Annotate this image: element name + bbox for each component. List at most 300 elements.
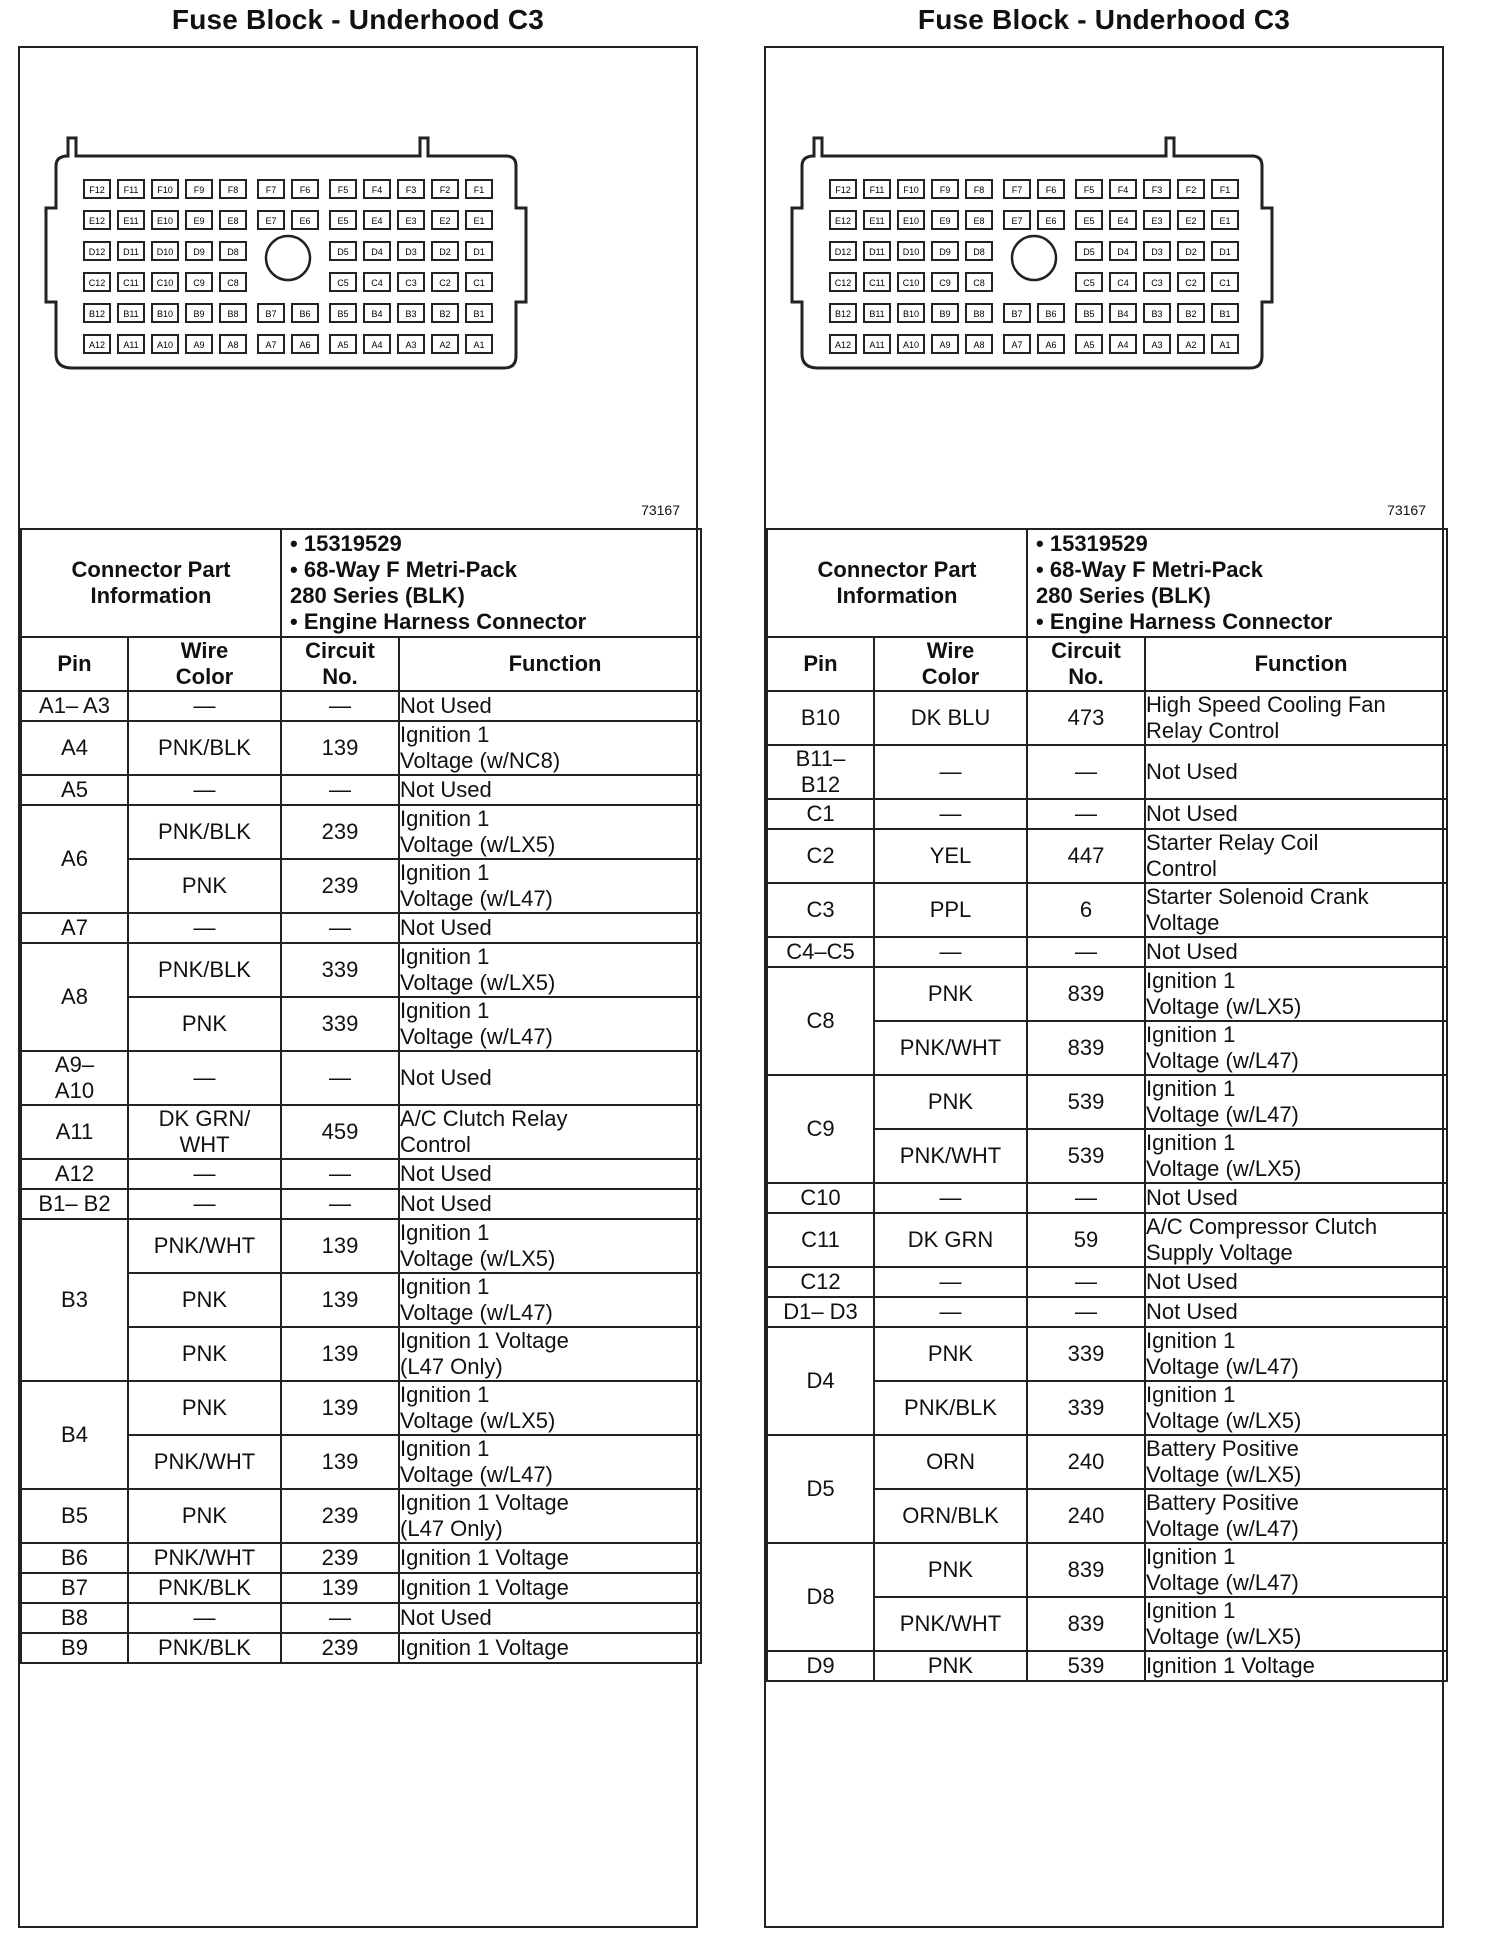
cavity-label: F10 bbox=[157, 185, 173, 195]
function-cell: Not Used bbox=[1145, 1297, 1447, 1327]
cavity-label: D2 bbox=[439, 247, 451, 257]
cavity-d5 bbox=[1076, 242, 1102, 260]
table-row bbox=[21, 1189, 701, 1219]
cavity-label: B11 bbox=[123, 309, 139, 319]
pin-cell: B3 bbox=[21, 1219, 128, 1381]
connector-info-text: 15319529 bbox=[303, 531, 402, 556]
cavity-b12 bbox=[84, 304, 110, 322]
cavity-d3 bbox=[1144, 242, 1170, 260]
cavity-e3 bbox=[398, 211, 424, 229]
cavity-e10 bbox=[152, 211, 178, 229]
wire-color-cell: — bbox=[874, 1297, 1027, 1327]
circuit-no-cell: 473 bbox=[1027, 691, 1145, 745]
cavity-label: A10 bbox=[902, 340, 920, 350]
text-line: WHT bbox=[179, 1132, 230, 1157]
connector-info-text: Engine Harness Connector bbox=[1049, 609, 1333, 634]
cavity-b1 bbox=[466, 304, 492, 322]
cavity-label: B2 bbox=[439, 309, 451, 319]
wire-color-cell: PNK/BLK bbox=[874, 1381, 1027, 1435]
cavity-e7 bbox=[258, 211, 284, 229]
circuit-no-cell: 839 bbox=[1027, 1543, 1145, 1597]
cavity-label: C9 bbox=[939, 278, 951, 288]
cavity-e3 bbox=[1144, 211, 1170, 229]
text-line: Voltage (w/L47) bbox=[1146, 1048, 1299, 1073]
cavity-f10 bbox=[152, 180, 178, 198]
table-row bbox=[767, 691, 1447, 745]
wire-color-cell: PNK/BLK bbox=[128, 1633, 281, 1663]
cavity-label: D12 bbox=[88, 247, 106, 257]
pin-cell: C4–C5 bbox=[767, 937, 874, 967]
cavity-b2 bbox=[1178, 304, 1204, 322]
table-row bbox=[767, 883, 1447, 937]
cavity-label: E9 bbox=[939, 216, 951, 226]
cavity-d12 bbox=[830, 242, 856, 260]
connector-info-item bbox=[1028, 557, 1446, 609]
cavity-label: A11 bbox=[123, 340, 139, 350]
text-line: Connector Part bbox=[71, 557, 231, 582]
cavity-b12 bbox=[830, 304, 856, 322]
cavity-f3 bbox=[398, 180, 424, 198]
function-cell bbox=[1145, 1021, 1447, 1075]
cavity-label: B6 bbox=[299, 309, 311, 319]
cavity-label: C5 bbox=[337, 278, 349, 288]
function-cell bbox=[1145, 1435, 1447, 1489]
cavity-f7 bbox=[258, 180, 284, 198]
text-line: Ignition 1 bbox=[400, 944, 490, 969]
pin-cell: A11 bbox=[21, 1105, 128, 1159]
cavity-label: B4 bbox=[1117, 309, 1129, 319]
cavity-c2 bbox=[432, 273, 458, 291]
text-line: Ignition 1 bbox=[400, 1382, 490, 1407]
header-function: Function bbox=[399, 637, 701, 691]
cavity-label: C11 bbox=[123, 278, 139, 288]
circuit-no-cell: — bbox=[281, 913, 399, 943]
connector-info-text: 15319529 bbox=[1049, 531, 1148, 556]
cavity-a4 bbox=[364, 335, 390, 353]
text-line: Battery Positive bbox=[1146, 1436, 1299, 1461]
table-row bbox=[767, 1327, 1447, 1381]
cavity-label: F11 bbox=[869, 185, 885, 195]
cavity-f6 bbox=[1038, 180, 1064, 198]
cavity-label: D8 bbox=[227, 247, 239, 257]
connector-info-text: 68-Way F Metri-Pack bbox=[303, 557, 517, 582]
function-cell: Not Used bbox=[1145, 937, 1447, 967]
table-row bbox=[21, 1159, 701, 1189]
table-row bbox=[21, 1381, 701, 1435]
function-cell bbox=[1145, 1327, 1447, 1381]
text-line: Ignition 1 bbox=[400, 806, 490, 831]
header-circuit-no bbox=[281, 637, 399, 691]
text-line: Ignition 1 Voltage bbox=[400, 1328, 569, 1353]
table-row bbox=[767, 1651, 1447, 1681]
circuit-no-cell: — bbox=[1027, 745, 1145, 799]
cavity-d5 bbox=[330, 242, 356, 260]
text-line: Starter Solenoid Crank bbox=[1146, 884, 1369, 909]
table-row bbox=[767, 1183, 1447, 1213]
cavity-label: D2 bbox=[1185, 247, 1197, 257]
text-line: B11– bbox=[795, 746, 846, 771]
cavity-c2 bbox=[1178, 273, 1204, 291]
pin-cell: D5 bbox=[767, 1435, 874, 1543]
cavity-label: F6 bbox=[1045, 185, 1057, 195]
cavity-b10 bbox=[152, 304, 178, 322]
cavity-a10 bbox=[898, 335, 924, 353]
cavity-b3 bbox=[398, 304, 424, 322]
circuit-no-cell: 239 bbox=[281, 1633, 399, 1663]
wire-color-cell: PNK/WHT bbox=[874, 1021, 1027, 1075]
pin-cell: B8 bbox=[21, 1603, 128, 1633]
text-line: B12 bbox=[800, 772, 841, 797]
circuit-no-cell: 139 bbox=[281, 1327, 399, 1381]
cavity-b10 bbox=[898, 304, 924, 322]
cavity-c11 bbox=[864, 273, 890, 291]
wire-color-cell: PNK bbox=[874, 1543, 1027, 1597]
table-row bbox=[767, 1435, 1447, 1489]
function-cell bbox=[1145, 883, 1447, 937]
wire-color-cell: — bbox=[128, 1603, 281, 1633]
cavity-e9 bbox=[932, 211, 958, 229]
header-wire-color bbox=[128, 637, 281, 691]
cavity-f2 bbox=[432, 180, 458, 198]
cavity-f11 bbox=[118, 180, 144, 198]
cavity-label: F6 bbox=[299, 185, 311, 195]
pin-cell: A5 bbox=[21, 775, 128, 805]
circuit-no-cell: — bbox=[1027, 937, 1145, 967]
cavity-label: A3 bbox=[1151, 340, 1163, 350]
cavity-label: B2 bbox=[1185, 309, 1197, 319]
cavity-label: F8 bbox=[973, 185, 985, 195]
wire-color-cell: — bbox=[128, 1189, 281, 1219]
function-cell bbox=[1145, 1543, 1447, 1597]
header-circuit-no bbox=[1027, 637, 1145, 691]
pin-cell: B4 bbox=[21, 1381, 128, 1489]
header-wire-color bbox=[874, 637, 1027, 691]
panel-frame bbox=[18, 46, 698, 1928]
text-line: Voltage (w/L47) bbox=[1146, 1516, 1299, 1541]
cavity-e9 bbox=[186, 211, 212, 229]
text-line: Ignition 1 Voltage bbox=[400, 1490, 569, 1515]
wire-color-cell: PNK/BLK bbox=[128, 721, 281, 775]
wire-color-cell: PNK bbox=[874, 1651, 1027, 1681]
pin-cell: D9 bbox=[767, 1651, 874, 1681]
cavity-label: A11 bbox=[869, 340, 885, 350]
cavity-label: A12 bbox=[88, 340, 106, 350]
function-cell: Not Used bbox=[1145, 1267, 1447, 1297]
cavity-a1 bbox=[466, 335, 492, 353]
cavity-label: E10 bbox=[902, 216, 920, 226]
bullet-icon: • bbox=[1036, 557, 1050, 582]
cavity-b9 bbox=[932, 304, 958, 322]
cavity-label: C4 bbox=[1117, 278, 1129, 288]
wire-color-cell: DK GRN bbox=[874, 1213, 1027, 1267]
cavity-a12 bbox=[830, 335, 856, 353]
wire-color-cell bbox=[128, 1105, 281, 1159]
cavity-label: C3 bbox=[405, 278, 417, 288]
center-bolt-icon bbox=[1012, 236, 1056, 280]
cavity-e8 bbox=[966, 211, 992, 229]
connector-info-row bbox=[767, 529, 1447, 637]
text-line: Information bbox=[836, 583, 958, 608]
text-line: Ignition 1 bbox=[400, 722, 490, 747]
panel-title: Fuse Block - Underhood C3 bbox=[171, 4, 545, 35]
cavity-label: D10 bbox=[902, 247, 920, 257]
cavity-e2 bbox=[432, 211, 458, 229]
cavity-e7 bbox=[1004, 211, 1030, 229]
cavity-d9 bbox=[932, 242, 958, 260]
table-row bbox=[21, 1633, 701, 1663]
pin-cell: B9 bbox=[21, 1633, 128, 1663]
cavity-label: A9 bbox=[193, 340, 205, 350]
text-line: Voltage (w/LX5) bbox=[400, 1246, 556, 1271]
pin-cell: A1– A3 bbox=[21, 691, 128, 721]
cavity-label: D11 bbox=[869, 247, 885, 257]
cavity-label: F2 bbox=[1185, 185, 1197, 195]
cavity-label: A4 bbox=[1117, 340, 1129, 350]
bullet-icon: • bbox=[290, 557, 304, 582]
function-cell bbox=[399, 997, 701, 1051]
connector-diagram bbox=[768, 96, 1444, 528]
cavity-e11 bbox=[118, 211, 144, 229]
cavity-label: F5 bbox=[1083, 185, 1095, 195]
cavity-label: A6 bbox=[1045, 340, 1057, 350]
cavity-label: F9 bbox=[193, 185, 205, 195]
cavity-label: E8 bbox=[227, 216, 239, 226]
cavity-e2 bbox=[1178, 211, 1204, 229]
text-line: Voltage (w/LX5) bbox=[400, 1408, 556, 1433]
cavity-label: F2 bbox=[439, 185, 451, 195]
cavity-c3 bbox=[398, 273, 424, 291]
table-row bbox=[21, 721, 701, 775]
cavity-c1 bbox=[1212, 273, 1238, 291]
function-cell: Ignition 1 Voltage bbox=[399, 1573, 701, 1603]
cavity-b2 bbox=[432, 304, 458, 322]
cavity-d11 bbox=[864, 242, 890, 260]
cavity-c9 bbox=[186, 273, 212, 291]
header-row bbox=[767, 637, 1447, 691]
center-bolt-icon bbox=[266, 236, 310, 280]
bullet-icon: • bbox=[1036, 531, 1050, 556]
cavity-c4 bbox=[364, 273, 390, 291]
cavity-label: B9 bbox=[939, 309, 951, 319]
cavity-label: E8 bbox=[973, 216, 985, 226]
cavity-label: A7 bbox=[265, 340, 277, 350]
table-row bbox=[21, 775, 701, 805]
cavity-b7 bbox=[258, 304, 284, 322]
function-cell: Not Used bbox=[399, 1051, 701, 1105]
table-row bbox=[21, 805, 701, 859]
circuit-no-cell: 240 bbox=[1027, 1435, 1145, 1489]
cavity-a3 bbox=[398, 335, 424, 353]
circuit-no-cell: — bbox=[1027, 1267, 1145, 1297]
circuit-no-cell: 339 bbox=[281, 997, 399, 1051]
wire-color-cell: ORN bbox=[874, 1435, 1027, 1489]
cavity-b4 bbox=[1110, 304, 1136, 322]
wire-color-cell: PNK bbox=[128, 1381, 281, 1435]
text-line: Connector Part bbox=[817, 557, 977, 582]
cavity-b11 bbox=[118, 304, 144, 322]
text-line: Control bbox=[1146, 856, 1217, 881]
text-line: Voltage (w/LX5) bbox=[400, 832, 556, 857]
pin-cell: C2 bbox=[767, 829, 874, 883]
function-cell: Not Used bbox=[399, 691, 701, 721]
table-row bbox=[767, 1297, 1447, 1327]
cavity-label: F3 bbox=[1151, 185, 1163, 195]
cavity-d10 bbox=[152, 242, 178, 260]
cavity-e5 bbox=[1076, 211, 1102, 229]
cavity-label: B9 bbox=[193, 309, 205, 319]
cavity-label: D1 bbox=[473, 247, 485, 257]
pin-cell: C3 bbox=[767, 883, 874, 937]
wire-color-cell: PNK bbox=[874, 1075, 1027, 1129]
pin-cell: C8 bbox=[767, 967, 874, 1075]
table-row bbox=[21, 1543, 701, 1573]
wire-color-cell: — bbox=[874, 1267, 1027, 1297]
wire-color-cell: PNK/WHT bbox=[874, 1129, 1027, 1183]
wire-color-cell: — bbox=[128, 691, 281, 721]
function-cell: Not Used bbox=[399, 1189, 701, 1219]
circuit-no-cell: 339 bbox=[1027, 1327, 1145, 1381]
cavity-f5 bbox=[1076, 180, 1102, 198]
cavity-label: E5 bbox=[1083, 216, 1095, 226]
function-cell: Ignition 1 Voltage bbox=[399, 1633, 701, 1663]
circuit-no-cell: 839 bbox=[1027, 1597, 1145, 1651]
cavity-label: E3 bbox=[1151, 216, 1163, 226]
wire-color-cell: — bbox=[128, 913, 281, 943]
text-line: Supply Voltage bbox=[1146, 1240, 1293, 1265]
cavity-label: B4 bbox=[371, 309, 383, 319]
text-line: (L47 Only) bbox=[400, 1354, 503, 1379]
function-cell: Not Used bbox=[399, 1603, 701, 1633]
connector-info-text: 280 Series (BLK) bbox=[1036, 583, 1211, 608]
connector-info-row bbox=[21, 529, 701, 637]
table-row bbox=[767, 1267, 1447, 1297]
cavity-c11 bbox=[118, 273, 144, 291]
cavity-a9 bbox=[932, 335, 958, 353]
cavity-d9 bbox=[186, 242, 212, 260]
wire-color-cell: — bbox=[128, 1051, 281, 1105]
header-row bbox=[21, 637, 701, 691]
circuit-no-cell: — bbox=[281, 1159, 399, 1189]
cavity-label: C12 bbox=[88, 278, 106, 288]
text-line: Information bbox=[90, 583, 212, 608]
cavity-label: D5 bbox=[337, 247, 349, 257]
text-line: A10 bbox=[54, 1078, 95, 1103]
cavity-label: A3 bbox=[405, 340, 417, 350]
function-cell bbox=[399, 943, 701, 997]
pin-cell: C10 bbox=[767, 1183, 874, 1213]
text-line: A9– bbox=[54, 1052, 95, 1077]
cavity-c12 bbox=[84, 273, 110, 291]
cavity-f9 bbox=[186, 180, 212, 198]
cavity-label: E10 bbox=[156, 216, 174, 226]
pin-cell: B7 bbox=[21, 1573, 128, 1603]
function-cell bbox=[399, 805, 701, 859]
cavity-label: A2 bbox=[439, 340, 451, 350]
cavity-label: C2 bbox=[1185, 278, 1197, 288]
function-cell bbox=[399, 1219, 701, 1273]
text-line: Voltage (w/L47) bbox=[1146, 1354, 1299, 1379]
table-row bbox=[767, 1543, 1447, 1597]
cavity-a7 bbox=[258, 335, 284, 353]
cavity-b1 bbox=[1212, 304, 1238, 322]
cavity-d4 bbox=[364, 242, 390, 260]
circuit-no-cell: 539 bbox=[1027, 1651, 1145, 1681]
cavity-a6 bbox=[1038, 335, 1064, 353]
cavity-f1 bbox=[1212, 180, 1238, 198]
circuit-no-cell: — bbox=[1027, 1297, 1145, 1327]
cavity-label: E4 bbox=[1117, 216, 1129, 226]
cavity-label: A8 bbox=[973, 340, 985, 350]
cavity-label: B6 bbox=[1045, 309, 1057, 319]
header-function: Function bbox=[1145, 637, 1447, 691]
circuit-no-cell: 139 bbox=[281, 1381, 399, 1435]
cavity-c10 bbox=[898, 273, 924, 291]
circuit-no-cell: — bbox=[1027, 799, 1145, 829]
connector-face-svg bbox=[22, 96, 698, 528]
text-line: Color bbox=[175, 664, 234, 689]
cavity-f6 bbox=[292, 180, 318, 198]
cavity-label: F4 bbox=[1117, 185, 1129, 195]
circuit-no-cell: — bbox=[281, 775, 399, 805]
function-cell: Not Used bbox=[399, 913, 701, 943]
cavity-label: C5 bbox=[1083, 278, 1095, 288]
text-line: (L47 Only) bbox=[400, 1516, 503, 1541]
table-row bbox=[767, 799, 1447, 829]
cavity-label: D1 bbox=[1219, 247, 1231, 257]
table-row bbox=[767, 829, 1447, 883]
cavity-a1 bbox=[1212, 335, 1238, 353]
cavity-a5 bbox=[1076, 335, 1102, 353]
connector-info-item bbox=[1028, 531, 1446, 557]
pin-cell: C11 bbox=[767, 1213, 874, 1267]
wire-color-cell: PNK/WHT bbox=[128, 1543, 281, 1573]
cavity-e4 bbox=[1110, 211, 1136, 229]
wire-color-cell: YEL bbox=[874, 829, 1027, 883]
wire-color-cell: ORN/BLK bbox=[874, 1489, 1027, 1543]
connector-info-text: 280 Series (BLK) bbox=[290, 583, 465, 608]
cavity-f8 bbox=[966, 180, 992, 198]
cavity-a9 bbox=[186, 335, 212, 353]
wire-color-cell: — bbox=[128, 775, 281, 805]
cavity-label: E7 bbox=[1011, 216, 1023, 226]
function-cell bbox=[399, 1105, 701, 1159]
text-line: Relay Control bbox=[1146, 718, 1280, 743]
function-cell bbox=[1145, 829, 1447, 883]
table-row bbox=[767, 1075, 1447, 1129]
cavity-c9 bbox=[932, 273, 958, 291]
cavity-label: A10 bbox=[156, 340, 174, 350]
cavity-f12 bbox=[830, 180, 856, 198]
cavity-label: B12 bbox=[834, 309, 852, 319]
cavity-label: A7 bbox=[1011, 340, 1023, 350]
connector-info-values bbox=[281, 529, 701, 637]
pin-cell bbox=[21, 1051, 128, 1105]
figure-id: 73167 bbox=[641, 502, 680, 518]
text-line: Voltage (w/LX5) bbox=[1146, 994, 1302, 1019]
cavity-label: B10 bbox=[156, 309, 174, 319]
cavity-c4 bbox=[1110, 273, 1136, 291]
cavity-label: B10 bbox=[902, 309, 920, 319]
text-line: Voltage (w/L47) bbox=[400, 1024, 553, 1049]
function-cell: Not Used bbox=[399, 1159, 701, 1189]
function-cell bbox=[1145, 1489, 1447, 1543]
cavity-label: D3 bbox=[405, 247, 417, 257]
circuit-no-cell: 459 bbox=[281, 1105, 399, 1159]
cavity-b9 bbox=[186, 304, 212, 322]
pinout-table bbox=[766, 528, 1448, 1682]
function-cell bbox=[399, 1273, 701, 1327]
connector-face-svg bbox=[768, 96, 1444, 528]
